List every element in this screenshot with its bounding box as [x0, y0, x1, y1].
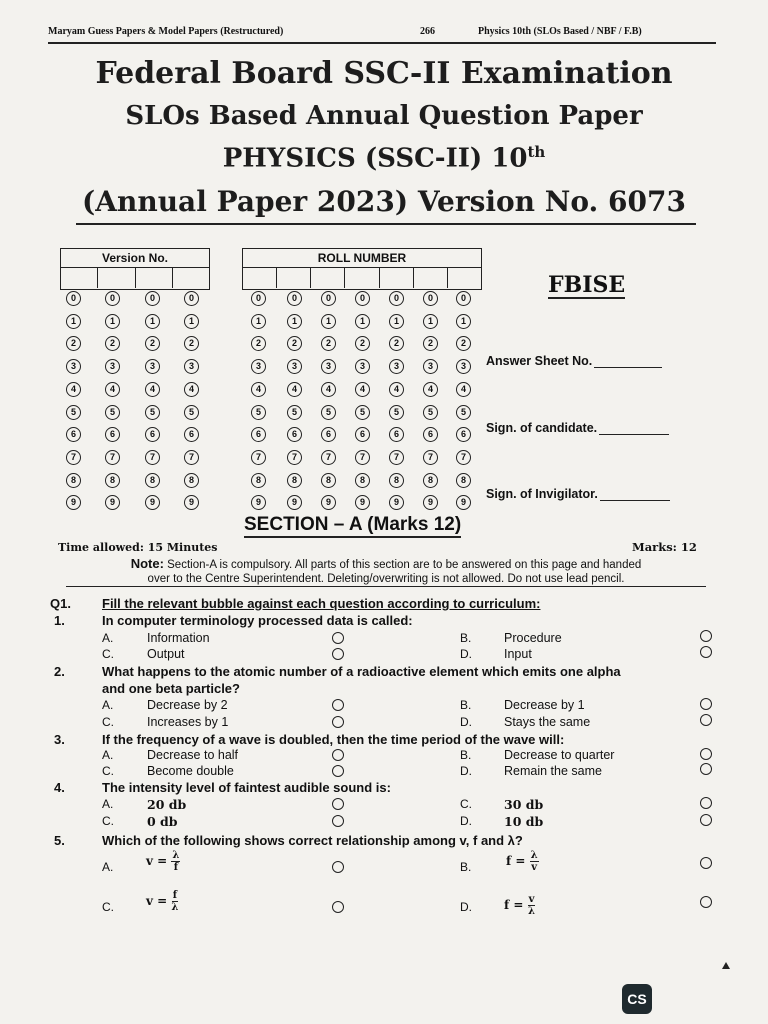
answer-bubble[interactable] — [332, 901, 344, 913]
roll-digit-bubble[interactable]: 3 — [355, 359, 370, 374]
running-header — [48, 22, 716, 44]
option-text: Decrease to half — [147, 748, 239, 762]
version-digit-bubble[interactable]: 5 — [66, 405, 81, 420]
roll-digit-bubble[interactable]: 5 — [423, 405, 438, 420]
formula-option-b: f = $\frac{\lambda}{v}$ — [506, 850, 538, 873]
roll-digit-bubble[interactable]: 3 — [251, 359, 266, 374]
roll-digit-bubble[interactable]: 9 — [251, 495, 266, 510]
version-digit-bubble[interactable]: 6 — [66, 427, 81, 442]
question-text: The intensity level of faintest audible sound is: — [102, 780, 391, 795]
roll-digit-bubble[interactable]: 3 — [456, 359, 471, 374]
roll-digit-bubble[interactable]: 6 — [251, 427, 266, 442]
version-digit-bubble[interactable]: 9 — [105, 495, 120, 510]
roll-digit-bubble[interactable]: 9 — [456, 495, 471, 510]
option-letter: B. — [460, 748, 472, 762]
option-letter: D. — [460, 764, 472, 778]
version-digit-bubble[interactable]: 5 — [105, 405, 120, 420]
version-digit-bubble[interactable]: 0 — [145, 291, 160, 306]
roll-digit-bubble[interactable]: 8 — [423, 473, 438, 488]
roll-digit-bubble[interactable]: 0 — [321, 291, 336, 306]
version-digit-bubble[interactable]: 2 — [184, 336, 199, 351]
option-letter: B. — [460, 631, 472, 645]
option-letter: C. — [102, 647, 114, 661]
answer-bubble[interactable] — [700, 797, 712, 809]
roll-digit-bubble[interactable]: 8 — [389, 473, 404, 488]
header-page-number: 266 — [420, 26, 435, 37]
version-digit-bubble[interactable]: 7 — [66, 450, 81, 465]
roll-digit-bubble[interactable]: 1 — [287, 314, 302, 329]
version-number-box — [60, 248, 210, 290]
roll-digit-bubble[interactable]: 2 — [423, 336, 438, 351]
version-digit-bubble[interactable]: 1 — [66, 314, 81, 329]
roll-number-box — [242, 248, 482, 290]
roll-digit-bubble[interactable]: 8 — [456, 473, 471, 488]
version-digit-bubble[interactable]: 1 — [184, 314, 199, 329]
question-text: Which of the following shows correct relationship among v, f and λ? — [102, 833, 523, 848]
roll-digit-bubble[interactable]: 7 — [321, 450, 336, 465]
roll-box-label: ROLL NUMBER — [243, 249, 481, 268]
roll-digit-bubble[interactable]: 7 — [287, 450, 302, 465]
version-digit-bubble[interactable]: 7 — [105, 450, 120, 465]
answer-bubble[interactable] — [332, 632, 344, 644]
version-digit-bubble[interactable]: 3 — [66, 359, 81, 374]
option-text: 30 db — [504, 797, 544, 812]
answer-bubble[interactable] — [332, 749, 344, 761]
roll-digit-bubble[interactable]: 5 — [287, 405, 302, 420]
roll-digit-bubble[interactable]: 0 — [423, 291, 438, 306]
version-digit-bubble[interactable]: 4 — [145, 382, 160, 397]
invigilator-signature-field[interactable]: Sign. of Invigilator. — [486, 487, 670, 501]
question-number: 2. — [54, 664, 65, 679]
roll-digit-bubble[interactable]: 4 — [355, 382, 370, 397]
question-number: 4. — [54, 780, 65, 795]
answer-bubble[interactable] — [700, 630, 712, 642]
version-digit-bubble[interactable]: 3 — [184, 359, 199, 374]
roll-digit-bubble[interactable]: 5 — [355, 405, 370, 420]
title-version: (Annual Paper 2023) Version No. 6073 — [82, 185, 686, 218]
title-subject: PHYSICS (SSC-II) 10th — [222, 143, 546, 174]
answer-bubble[interactable] — [332, 815, 344, 827]
roll-digit-bubble[interactable]: 9 — [287, 495, 302, 510]
version-digit-bubble[interactable]: 6 — [184, 427, 199, 442]
answer-bubble[interactable] — [700, 896, 712, 908]
answer-bubble[interactable] — [700, 814, 712, 826]
version-digit-bubble[interactable]: 4 — [184, 382, 199, 397]
roll-digit-bubble[interactable]: 8 — [251, 473, 266, 488]
option-letter: A. — [102, 631, 114, 645]
option-letter: C. — [102, 715, 114, 729]
roll-digit-bubble[interactable]: 8 — [321, 473, 336, 488]
roll-digit-bubble[interactable]: 1 — [423, 314, 438, 329]
roll-digit-bubble[interactable]: 1 — [355, 314, 370, 329]
version-digit-bubble[interactable]: 4 — [66, 382, 81, 397]
roll-digit-bubble[interactable]: 6 — [456, 427, 471, 442]
option-text: 0 db — [147, 814, 178, 829]
roll-digit-bubble[interactable]: 5 — [251, 405, 266, 420]
roll-digit-bubble[interactable]: 2 — [355, 336, 370, 351]
option-text: Input — [504, 647, 532, 661]
roll-digit-bubble[interactable]: 4 — [389, 382, 404, 397]
option-text: Become double — [147, 764, 234, 778]
roll-digit-bubble[interactable]: 6 — [389, 427, 404, 442]
option-letter: D. — [460, 715, 472, 729]
version-digit-bubble[interactable]: 3 — [105, 359, 120, 374]
instructions-note: Note: Section-A is compulsory. All parts of this section are to be answered on this page and handed over to the Centre Superintendent. Deleting/overwriting is not allowed. Do not use lead pencil. — [66, 557, 706, 587]
roll-digit-bubble[interactable]: 3 — [423, 359, 438, 374]
roll-digit-bubble[interactable]: 6 — [423, 427, 438, 442]
time-allowed: Time allowed: 15 Minutes — [58, 541, 218, 554]
roll-digit-bubble[interactable]: 0 — [251, 291, 266, 306]
roll-digit-bubble[interactable]: 6 — [355, 427, 370, 442]
q1-instruction: Fill the relevant bubble against each question according to curriculum: — [102, 596, 541, 611]
option-text: Increases by 1 — [147, 715, 229, 729]
answer-bubble[interactable] — [700, 714, 712, 726]
option-letter: B. — [460, 698, 472, 712]
answer-bubble[interactable] — [332, 765, 344, 777]
formula-option-c: v = $\frac{f}{\lambda}$ — [146, 890, 179, 913]
option-letter: A. — [102, 860, 114, 874]
roll-digit-bubble[interactable]: 4 — [251, 382, 266, 397]
option-letter: A. — [102, 698, 114, 712]
option-letter: B. — [460, 860, 472, 874]
version-digit-bubble[interactable]: 5 — [184, 405, 199, 420]
roll-digit-bubble[interactable]: 9 — [321, 495, 336, 510]
option-text: Decrease to quarter — [504, 748, 615, 762]
roll-digit-bubble[interactable]: 1 — [251, 314, 266, 329]
formula-option-d: f = $\frac{v}{\lambda}$ — [504, 894, 535, 917]
option-letter: C. — [460, 797, 472, 811]
option-letter: A. — [102, 797, 114, 811]
roll-digit-bubble[interactable]: 8 — [287, 473, 302, 488]
version-digit-bubble[interactable]: 6 — [105, 427, 120, 442]
option-text: Output — [147, 647, 185, 661]
answer-bubble[interactable] — [332, 648, 344, 660]
version-digit-bubble[interactable]: 4 — [105, 382, 120, 397]
version-digit-bubble[interactable]: 0 — [105, 291, 120, 306]
answer-bubble[interactable] — [332, 861, 344, 873]
camscanner-badge: CS — [622, 984, 652, 1014]
question-number: 3. — [54, 732, 65, 747]
roll-digit-bubble[interactable]: 2 — [389, 336, 404, 351]
option-text: Decrease by 2 — [147, 698, 228, 712]
option-letter: D. — [460, 900, 472, 914]
roll-digit-bubble[interactable]: 2 — [321, 336, 336, 351]
version-digit-bubble[interactable]: 2 — [105, 336, 120, 351]
option-letter: A. — [102, 748, 114, 762]
version-digit-bubble[interactable]: 9 — [66, 495, 81, 510]
version-digit-bubble[interactable]: 8 — [66, 473, 81, 488]
roll-digit-bubble[interactable]: 2 — [287, 336, 302, 351]
answer-bubble[interactable] — [700, 748, 712, 760]
title-underline — [76, 223, 696, 225]
option-text: Information — [147, 631, 210, 645]
option-letter: C. — [102, 814, 114, 828]
title-board: Federal Board SSC-II Examination — [95, 56, 673, 91]
roll-digit-bubble[interactable]: 4 — [287, 382, 302, 397]
version-digit-bubble[interactable]: 0 — [66, 291, 81, 306]
roll-digit-bubble[interactable]: 7 — [355, 450, 370, 465]
roll-digit-bubble[interactable]: 9 — [389, 495, 404, 510]
roll-digit-bubble[interactable]: 6 — [321, 427, 336, 442]
version-digit-bubble[interactable]: 2 — [66, 336, 81, 351]
roll-digit-bubble[interactable]: 1 — [321, 314, 336, 329]
option-letter: D. — [460, 814, 472, 828]
roll-digit-bubble[interactable]: 5 — [389, 405, 404, 420]
roll-digit-bubble[interactable]: 9 — [355, 495, 370, 510]
option-text: 20 db — [147, 797, 187, 812]
header-left: Maryam Guess Papers & Model Papers (Restructured) — [48, 26, 284, 37]
answer-bubble[interactable] — [332, 699, 344, 711]
roll-digit-bubble[interactable]: 3 — [321, 359, 336, 374]
option-text: Decrease by 1 — [504, 698, 585, 712]
roll-digit-bubble[interactable]: 2 — [456, 336, 471, 351]
roll-digit-bubble[interactable]: 5 — [456, 405, 471, 420]
roll-digit-bubble[interactable]: 4 — [423, 382, 438, 397]
roll-digit-bubble[interactable]: 7 — [423, 450, 438, 465]
roll-digit-bubble[interactable]: 1 — [389, 314, 404, 329]
option-letter: C. — [102, 764, 114, 778]
answer-bubble[interactable] — [332, 716, 344, 728]
question-text: What happens to the atomic number of a radioactive element which emits one alpha — [102, 664, 621, 679]
version-box-label: Version No. — [61, 249, 209, 268]
option-letter: D. — [460, 647, 472, 661]
formula-option-a: v = $\frac{\lambda}{f}$ — [146, 850, 180, 873]
arrow-marker-icon — [722, 962, 730, 969]
version-digit-bubble[interactable]: 9 — [184, 495, 199, 510]
q1-number: Q1. — [50, 596, 71, 611]
answer-bubble[interactable] — [700, 698, 712, 710]
version-digit-bubble[interactable]: 8 — [184, 473, 199, 488]
roll-digit-bubble[interactable]: 3 — [287, 359, 302, 374]
title-paper-type: SLOs Based Annual Question Paper — [125, 101, 643, 131]
answer-bubble[interactable] — [700, 646, 712, 658]
roll-digit-bubble[interactable]: 4 — [456, 382, 471, 397]
answer-bubble[interactable] — [700, 857, 712, 869]
version-digit-bubble[interactable]: 1 — [105, 314, 120, 329]
version-digit-bubble[interactable]: 2 — [145, 336, 160, 351]
roll-digit-bubble[interactable]: 0 — [287, 291, 302, 306]
roll-digit-bubble[interactable]: 7 — [389, 450, 404, 465]
version-digit-bubble[interactable]: 7 — [184, 450, 199, 465]
roll-digit-bubble[interactable]: 4 — [321, 382, 336, 397]
marks-total: Marks: 12 — [632, 540, 697, 554]
question-number: 1. — [54, 613, 65, 628]
version-digit-bubble[interactable]: 8 — [105, 473, 120, 488]
version-digit-bubble[interactable]: 7 — [145, 450, 160, 465]
roll-digit-bubble[interactable]: 2 — [251, 336, 266, 351]
version-digit-bubble[interactable]: 5 — [145, 405, 160, 420]
roll-digit-bubble[interactable]: 7 — [251, 450, 266, 465]
question-text-continued: and one beta particle? — [102, 681, 240, 696]
option-text: Stays the same — [504, 715, 591, 729]
version-digit-bubble[interactable]: 9 — [145, 495, 160, 510]
question-text: In computer terminology processed data is called: — [102, 613, 413, 628]
roll-digit-bubble[interactable]: 0 — [389, 291, 404, 306]
option-text: Remain the same — [504, 764, 602, 778]
option-text: 10 db — [504, 814, 544, 829]
version-digit-bubble[interactable]: 3 — [145, 359, 160, 374]
answer-sheet-field[interactable]: Answer Sheet No. — [486, 354, 662, 368]
roll-digit-bubble[interactable]: 5 — [321, 405, 336, 420]
version-digit-bubble[interactable]: 1 — [145, 314, 160, 329]
version-digit-bubble[interactable]: 6 — [145, 427, 160, 442]
option-letter: C. — [102, 900, 114, 914]
answer-bubble[interactable] — [700, 763, 712, 775]
roll-digit-bubble[interactable]: 0 — [355, 291, 370, 306]
roll-digit-bubble[interactable]: 7 — [456, 450, 471, 465]
roll-digit-bubble[interactable]: 8 — [355, 473, 370, 488]
roll-digit-bubble[interactable]: 6 — [287, 427, 302, 442]
roll-digit-bubble[interactable]: 9 — [423, 495, 438, 510]
candidate-signature-field[interactable]: Sign. of candidate. — [486, 421, 669, 435]
roll-digit-bubble[interactable]: 1 — [456, 314, 471, 329]
header-right: Physics 10th (SLOs Based / NBF / F.B) — [478, 26, 642, 37]
roll-digit-bubble[interactable]: 3 — [389, 359, 404, 374]
question-text: If the frequency of a wave is doubled, then the time period of the wave will: — [102, 732, 565, 747]
roll-digit-bubble[interactable]: 0 — [456, 291, 471, 306]
fbise-label: FBISE — [548, 272, 626, 298]
answer-bubble[interactable] — [332, 798, 344, 810]
version-digit-bubble[interactable]: 8 — [145, 473, 160, 488]
option-text: Procedure — [504, 631, 562, 645]
version-digit-bubble[interactable]: 0 — [184, 291, 199, 306]
question-number: 5. — [54, 833, 65, 848]
section-title: SECTION – A (Marks 12) — [244, 514, 461, 538]
